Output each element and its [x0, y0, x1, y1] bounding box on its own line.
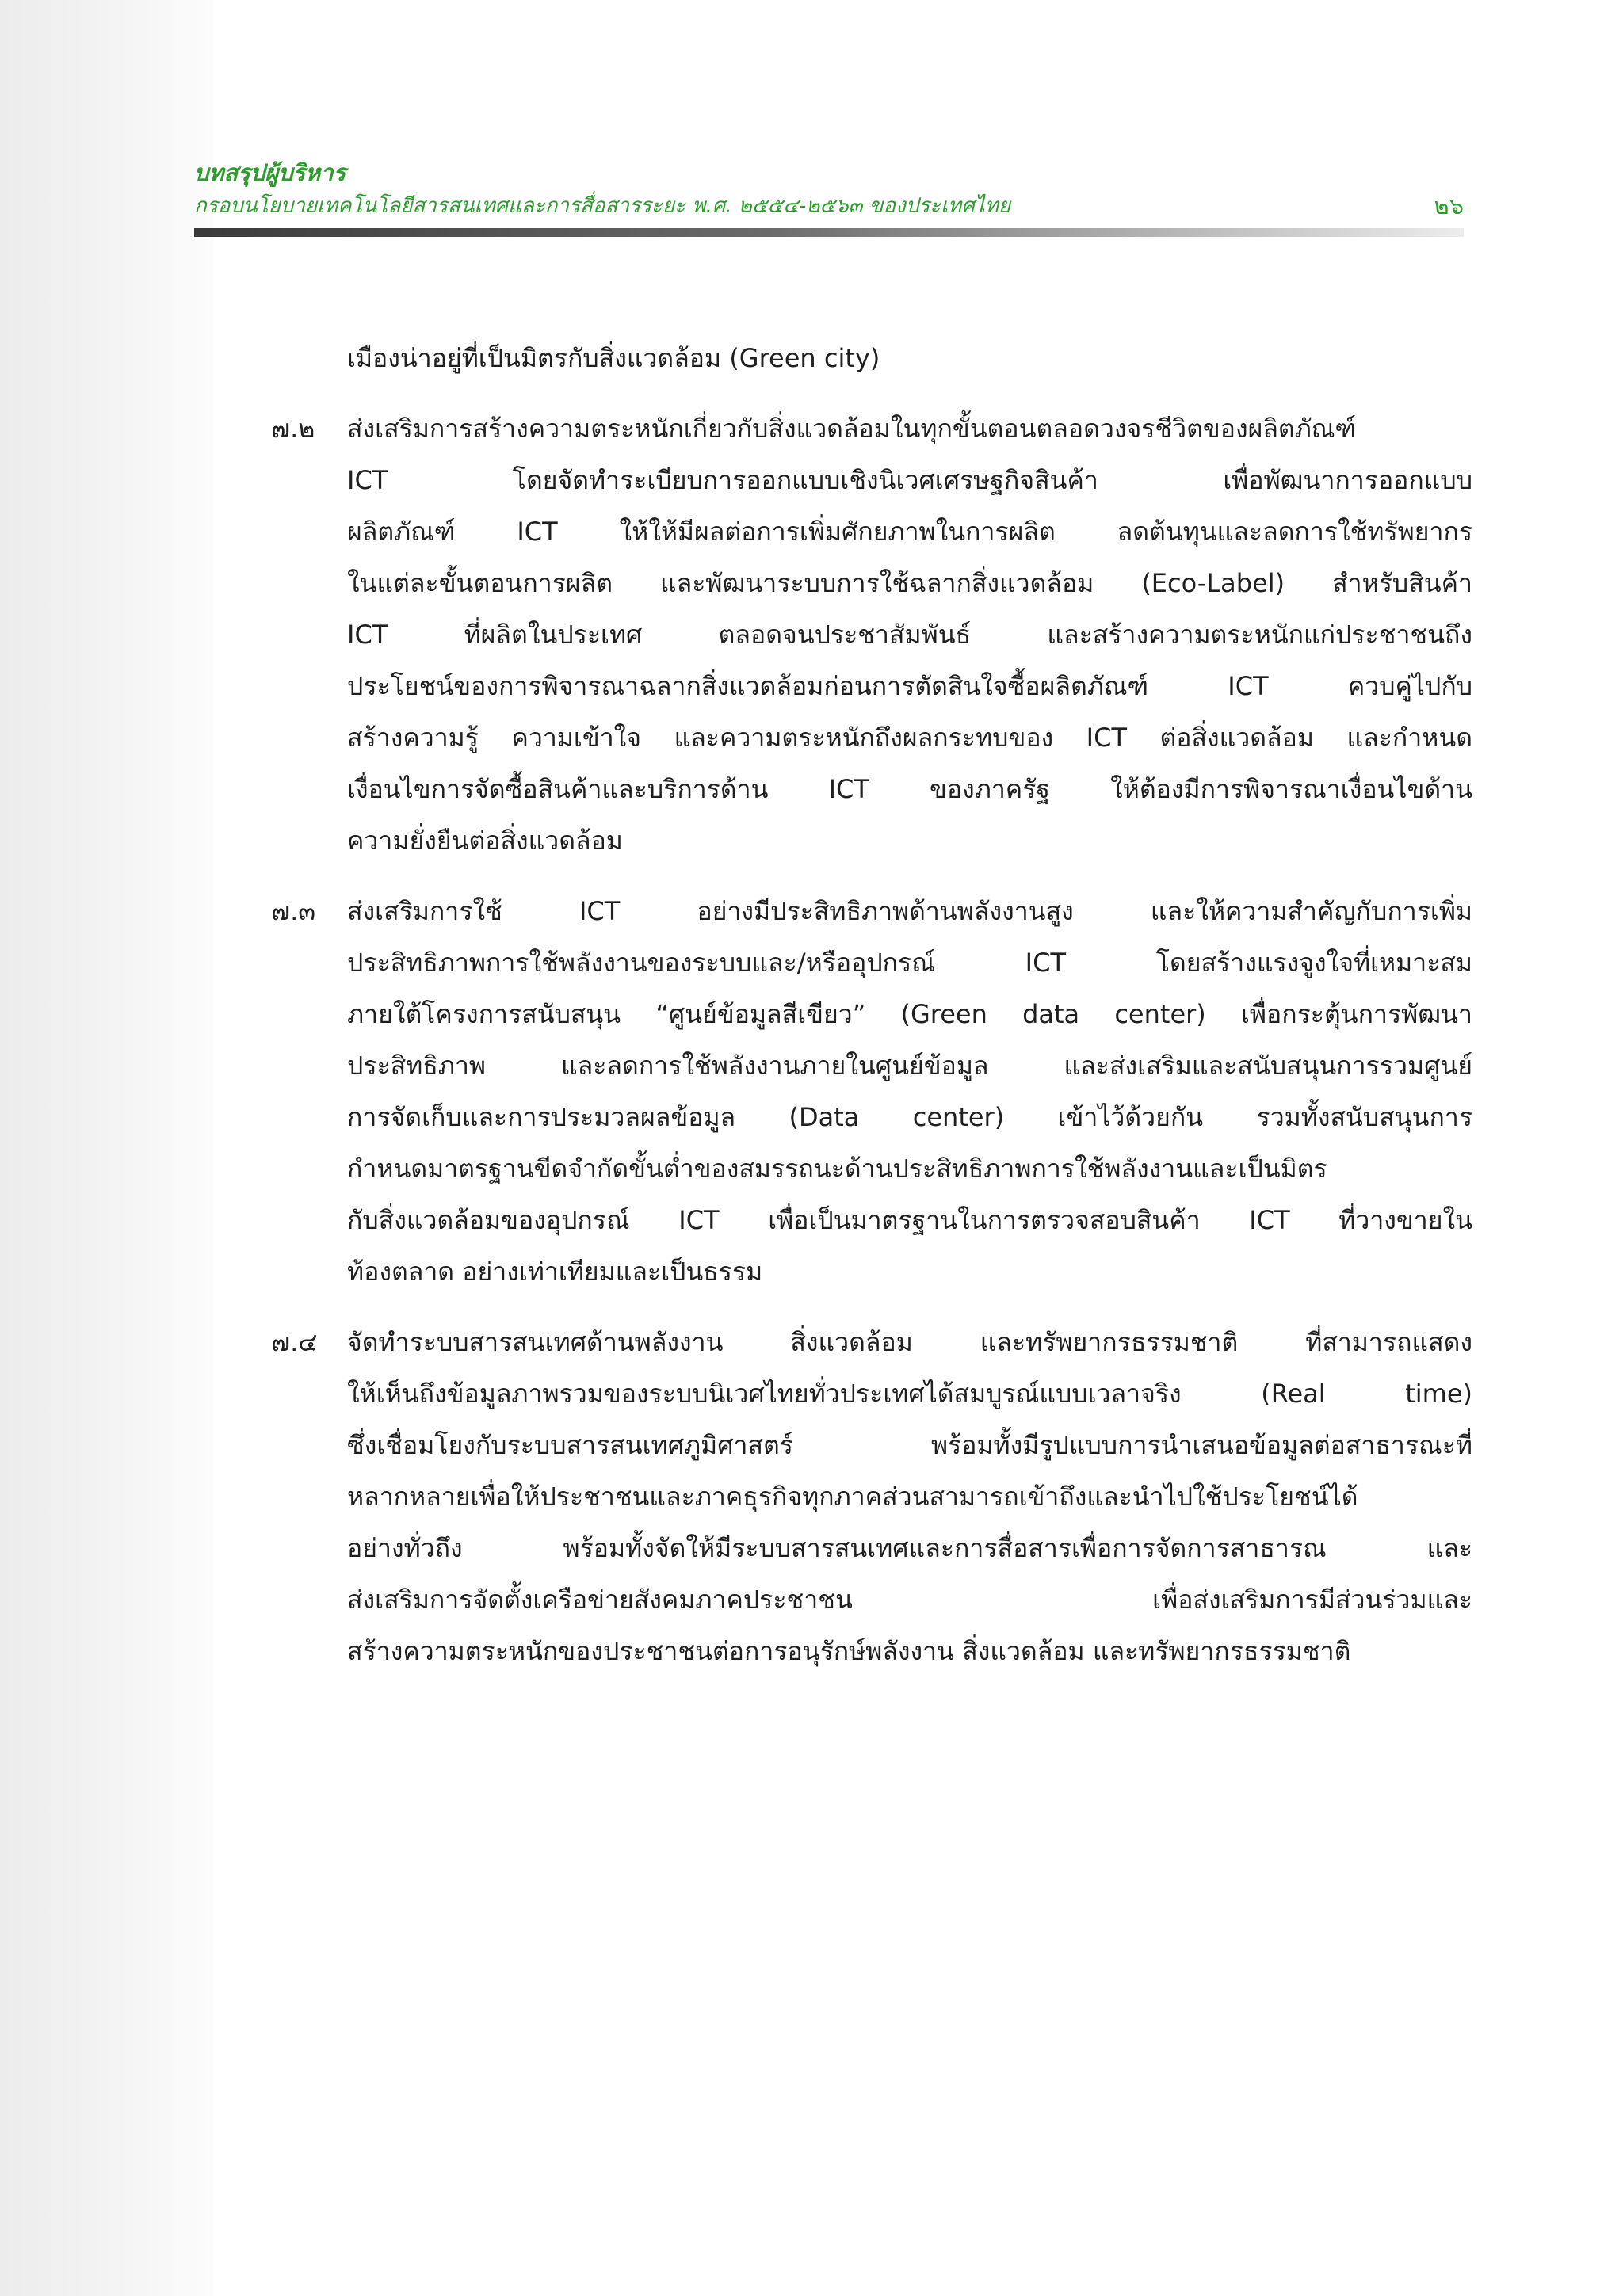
header-subtitle: กรอบนโยบายเทคโนโลยีสารสนเทศและการสื่อสารระยะ พ.ศ. ๒๕๕๔-๒๕๖๓ ของประเทศไทย [194, 194, 1011, 218]
text-line: ผลิตภัณฑ์ ICT ให้ให้มีผลต่อการเพิ่มศักยภาพในการผลิต ลดต้นทุนและลดการใช้ทรัพยากร [347, 517, 1472, 547]
page-header [194, 157, 1464, 237]
text-line: ให้เห็นถึงข้อมูลภาพรวมของระบบนิเวศไทยทั่วประเทศได้สมบูรณ์แบบเวลาจริง (Real time) [347, 1379, 1472, 1409]
header-rule [194, 228, 1464, 237]
document-body [0, 333, 1623, 1677]
list-item [0, 886, 1623, 1298]
page-number: ๒๖ [1434, 193, 1464, 219]
text-line: ประสิทธิภาพ และลดการใช้พลังงานภายในศูนย์ข้อมูล และส่งเสริมและสนับสนุนการรวมศูนย์ [347, 1051, 1472, 1081]
text-line: ประสิทธิภาพการใช้พลังงานของระบบและ/หรืออุปกรณ์ ICT โดยสร้างแรงจูงใจที่เหมาะสม [347, 948, 1472, 978]
text-line: กำหนดมาตรฐานขีดจำกัดขั้นต่ำของสมรรถนะด้านประสิทธิภาพการใช้พลังงานและเป็นมิตร [347, 1154, 1327, 1184]
item-paragraph [347, 403, 1472, 867]
item-number: ๗.๓ [271, 896, 316, 926]
text-line: ICT โดยจัดทำระเบียบการออกแบบเชิงนิเวศเศรษฐกิจสินค้า เพื่อพัฒนาการออกแบบ [347, 465, 1472, 495]
text-line: หลากหลายเพื่อให้ประชาชนและภาคธุรกิจทุกภาคส่วนสามารถเข้าถึงและนำไปใช้ประโยชน์ได้ [347, 1482, 1358, 1512]
item-paragraph [347, 1317, 1472, 1677]
text-line: ความยั่งยืนต่อสิ่งแวดล้อม [347, 826, 623, 856]
text-line: อย่างทั่วถึง พร้อมทั้งจัดให้มีระบบสารสนเทศและการสื่อสารเพื่อการจัดการสาธารณ และ [347, 1533, 1472, 1563]
item-number: ๗.๔ [271, 1327, 318, 1357]
intro-line: เมืองน่าอยู่ที่เป็นมิตรกับสิ่งแวดล้อม (Green city) [347, 343, 880, 373]
item-paragraph [347, 886, 1472, 1298]
text-line: ICT ที่ผลิตในประเทศ ตลอดจนประชาสัมพันธ์ และสร้างความตระหนักแก่ประชาชนถึง [347, 620, 1472, 650]
text-line: สร้างความตระหนักของประชาชนต่อการอนุรักษ์พลังงาน สิ่งแวดล้อม และทรัพยากรธรรมชาติ [347, 1636, 1351, 1666]
text-line: เงื่อนไขการจัดซื้อสินค้าและบริการด้าน ICT ของภาครัฐ ให้ต้องมีการพิจารณาเงื่อนไขด้าน [347, 774, 1472, 804]
text-line: กับสิ่งแวดล้อมของอุปกรณ์ ICT เพื่อเป็นมาตรฐานในการตรวจสอบสินค้า ICT ที่วางขายใน [347, 1205, 1472, 1235]
header-title: บทสรุปผู้บริหาร [194, 159, 346, 186]
item-list [0, 403, 1623, 1677]
text-line: การจัดเก็บและการประมวลผลข้อมูล (Data center) เข้าไว้ด้วยกัน รวมทั้งสนับสนุนการ [347, 1102, 1472, 1132]
text-line: ท้องตลาด อย่างเท่าเทียมและเป็นธรรม [347, 1257, 763, 1287]
text-line: ในแต่ละขั้นตอนการผลิต และพัฒนาระบบการใช้ฉลากสิ่งแวดล้อม (Eco-Label) สำหรับสินค้า [347, 568, 1472, 598]
text-line: ส่งเสริมการใช้ ICT อย่างมีประสิทธิภาพด้านพลังงานสูง และให้ความสำคัญกับการเพิ่ม [347, 896, 1472, 926]
text-line: ซึ่งเชื่อมโยงกับระบบสารสนเทศภูมิศาสตร์ พร้อมทั้งมีรูปแบบการนำเสนอข้อมูลต่อสาธารณะที่ [347, 1430, 1472, 1460]
text-line: ส่งเสริมการสร้างความตระหนักเกี่ยวกับสิ่งแวดล้อมในทุกขั้นตอนตลอดวงจรชีวิตของผลิตภัณฑ์ [347, 414, 1357, 444]
list-item [0, 403, 1623, 867]
text-line: สร้างความรู้ ความเข้าใจ และความตระหนักถึงผลกระทบของ ICT ต่อสิ่งแวดล้อม และกำหนด [347, 723, 1472, 753]
text-line: ประโยชน์ของการพิจารณาฉลากสิ่งแวดล้อมก่อนการตัดสินใจซื้อผลิตภัณฑ์ ICT ควบคู่ไปกับ [347, 671, 1472, 701]
text-line: จัดทำระบบสารสนเทศด้านพลังงาน สิ่งแวดล้อม และทรัพยากรธรรมชาติ ที่สามารถแสดง [347, 1327, 1472, 1357]
text-line: ภายใต้โครงการสนับสนุน “ศูนย์ข้อมูลสีเขียว” (Green data center) เพื่อกระตุ้นการพัฒนา [347, 999, 1472, 1029]
header-subtitle-row [194, 189, 1464, 223]
list-item [0, 1317, 1623, 1677]
text-line: ส่งเสริมการจัดตั้งเครือข่ายสังคมภาคประชาชน เพื่อส่งเสริมการมีส่วนร่วมและ [347, 1585, 1472, 1615]
item-number: ๗.๒ [271, 414, 315, 444]
